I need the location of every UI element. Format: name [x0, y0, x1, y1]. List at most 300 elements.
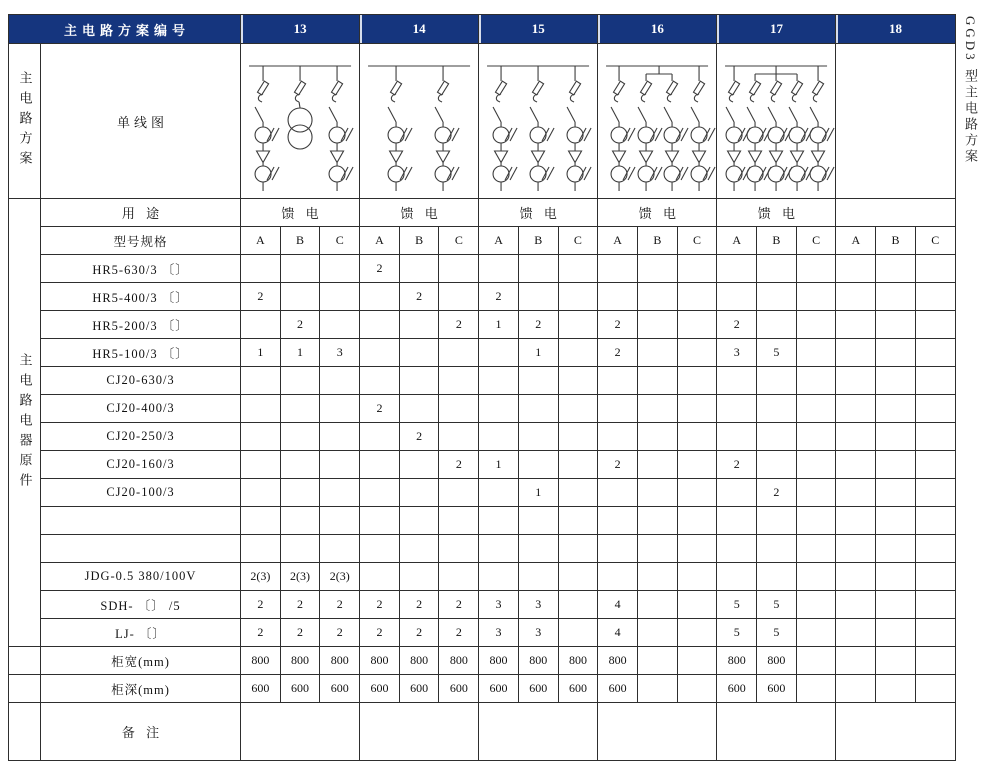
component-value: [280, 479, 320, 507]
component-value: [598, 255, 638, 283]
component-value: 2: [280, 619, 320, 647]
component-row: [9, 255, 956, 283]
sidebar-components: 主电路电器原件: [9, 199, 41, 647]
component-value: 5: [717, 619, 757, 647]
component-value: [518, 507, 558, 535]
component-value: [717, 479, 757, 507]
component-value: [677, 367, 717, 395]
subcol-14-C: C: [439, 227, 479, 255]
component-value: [915, 507, 955, 535]
component-value: [360, 479, 400, 507]
component-label: CJ20-630/3: [41, 367, 241, 395]
component-value: [479, 255, 519, 283]
component-value: [598, 395, 638, 423]
component-value: [836, 311, 876, 339]
component-value: 5: [757, 591, 797, 619]
cabinet-depth-row-value: [836, 675, 876, 703]
component-value: [439, 507, 479, 535]
component-value: [241, 367, 281, 395]
notes-row: [9, 703, 956, 761]
component-value: [637, 255, 677, 283]
component-value: [360, 339, 400, 367]
component-value: [677, 563, 717, 591]
subcol-18-A: A: [836, 227, 876, 255]
component-value: 2: [360, 591, 400, 619]
cabinet-width-row-value: [677, 647, 717, 675]
component-label: HR5-400/3 〔〕: [41, 283, 241, 311]
cabinet-depth-row-value: 600: [518, 675, 558, 703]
component-value: [439, 535, 479, 563]
component-value: [360, 311, 400, 339]
component-value: [876, 535, 916, 563]
component-value: [717, 563, 757, 591]
cabinet-width-row-value: 800: [479, 647, 519, 675]
cabinet-width-row-value: [915, 647, 955, 675]
subcol-16-A: A: [598, 227, 638, 255]
component-value: [915, 535, 955, 563]
component-value: [796, 479, 836, 507]
cabinet-depth-row-value: [677, 675, 717, 703]
component-value: [518, 395, 558, 423]
header-row: [9, 15, 956, 44]
subcol-14-A: A: [360, 227, 400, 255]
component-value: 2: [717, 451, 757, 479]
component-row: [9, 367, 956, 395]
diagram-cell-18: [836, 44, 955, 199]
component-value: [796, 339, 836, 367]
spec-table-wrap: [8, 14, 956, 761]
cabinet-depth-row-value: 600: [241, 675, 281, 703]
cabinet-depth-row-value: 600: [360, 675, 400, 703]
component-value: [637, 283, 677, 311]
component-value: [915, 367, 955, 395]
component-value: [439, 395, 479, 423]
component-row: [9, 311, 956, 339]
component-value: [677, 507, 717, 535]
sidebar-main-circuit-scheme: 主电路方案: [9, 44, 41, 199]
component-value: [558, 339, 598, 367]
component-value: [915, 591, 955, 619]
component-value: [637, 619, 677, 647]
component-label: JDG-0.5 380/100V: [41, 563, 241, 591]
cabinet-depth-row-value: 600: [439, 675, 479, 703]
component-value: [836, 255, 876, 283]
component-value: [479, 367, 519, 395]
single-line-diagram-16: [598, 44, 716, 197]
component-value: [915, 619, 955, 647]
component-value: [836, 619, 876, 647]
component-value: [399, 479, 439, 507]
usage-value-15: 馈 电: [479, 199, 598, 227]
component-value: [360, 563, 400, 591]
spec-label: 型号规格: [41, 227, 241, 255]
component-value: [876, 283, 916, 311]
header-scheme-14: 14: [360, 15, 479, 44]
component-value: 1: [241, 339, 281, 367]
component-value: [876, 479, 916, 507]
component-value: 2: [280, 591, 320, 619]
cabinet-depth-row-value: 600: [558, 675, 598, 703]
component-value: [876, 563, 916, 591]
diagram-cell-16: [598, 44, 717, 199]
subcol-18-B: B: [876, 227, 916, 255]
component-value: [757, 395, 797, 423]
component-value: [677, 451, 717, 479]
subcol-16-B: B: [637, 227, 677, 255]
component-value: [558, 563, 598, 591]
component-value: 4: [598, 619, 638, 647]
component-label: CJ20-160/3: [41, 451, 241, 479]
component-label: [41, 507, 241, 535]
cabinet-width-row-value: 800: [757, 647, 797, 675]
component-value: 1: [479, 311, 519, 339]
component-value: [280, 507, 320, 535]
cabinet-width-row-value: 800: [598, 647, 638, 675]
component-row: [9, 507, 956, 535]
component-row: [9, 619, 956, 647]
component-value: [717, 367, 757, 395]
component-value: [915, 283, 955, 311]
component-value: [677, 255, 717, 283]
cabinet-depth-row: [9, 675, 956, 703]
component-value: [757, 255, 797, 283]
cabinet-depth-row-value: 600: [479, 675, 519, 703]
component-value: 5: [717, 591, 757, 619]
component-value: 5: [757, 339, 797, 367]
subcol-18-C: C: [915, 227, 955, 255]
component-value: [598, 479, 638, 507]
component-label: CJ20-400/3: [41, 395, 241, 423]
component-value: [796, 255, 836, 283]
component-value: [479, 423, 519, 451]
component-value: [241, 255, 281, 283]
cabinet-depth-row-value: 600: [757, 675, 797, 703]
component-value: [399, 311, 439, 339]
diagram-row: [9, 44, 956, 199]
single-line-diagram-13: [241, 44, 359, 197]
cabinet-width-row-value: [796, 647, 836, 675]
component-value: [320, 367, 360, 395]
component-value: [558, 395, 598, 423]
component-value: [677, 535, 717, 563]
component-value: [915, 395, 955, 423]
component-value: [796, 451, 836, 479]
component-row: [9, 535, 956, 563]
component-value: 2: [399, 591, 439, 619]
component-value: [558, 367, 598, 395]
component-value: [637, 367, 677, 395]
component-value: 3: [717, 339, 757, 367]
sidebar-empty: [9, 675, 41, 703]
component-value: [717, 423, 757, 451]
component-value: [399, 535, 439, 563]
component-value: 2: [439, 311, 479, 339]
component-value: 1: [479, 451, 519, 479]
component-value: [598, 423, 638, 451]
component-value: 2: [241, 591, 281, 619]
component-value: [399, 451, 439, 479]
notes-value-14: [360, 703, 479, 761]
component-value: [558, 619, 598, 647]
component-row: [9, 423, 956, 451]
component-value: [320, 311, 360, 339]
component-value: [558, 591, 598, 619]
component-value: 2: [399, 423, 439, 451]
component-value: [439, 283, 479, 311]
component-value: 2: [241, 619, 281, 647]
component-value: [241, 479, 281, 507]
component-value: [399, 255, 439, 283]
cabinet-depth-row-value: [637, 675, 677, 703]
component-value: [717, 395, 757, 423]
cabinet-width-row-label: 柜宽(mm): [41, 647, 241, 675]
notes-value-17: [717, 703, 836, 761]
component-value: [558, 535, 598, 563]
side-caption: GGD3 型主电路方案: [963, 16, 978, 165]
component-value: [558, 283, 598, 311]
cabinet-depth-row-value: 600: [598, 675, 638, 703]
component-value: [518, 563, 558, 591]
component-value: 3: [479, 619, 519, 647]
subcol-13-B: B: [280, 227, 320, 255]
cabinet-width-row-value: 800: [439, 647, 479, 675]
component-value: 4: [598, 591, 638, 619]
component-value: [836, 367, 876, 395]
component-value: [518, 283, 558, 311]
usage-row: [9, 199, 956, 227]
cabinet-depth-row-value: [796, 675, 836, 703]
component-value: [360, 367, 400, 395]
component-value: [796, 507, 836, 535]
component-value: [637, 535, 677, 563]
single-line-diagram-14: [360, 44, 478, 197]
component-value: 2: [280, 311, 320, 339]
component-value: 1: [518, 479, 558, 507]
component-value: [637, 507, 677, 535]
component-value: [558, 423, 598, 451]
single-line-diagram-17: [717, 44, 835, 197]
component-value: [876, 339, 916, 367]
component-value: [280, 535, 320, 563]
component-value: [479, 507, 519, 535]
cabinet-width-row-value: [876, 647, 916, 675]
component-value: [280, 283, 320, 311]
usage-value-16: 馈 电: [598, 199, 717, 227]
sidebar-empty: [9, 647, 41, 675]
component-value: [637, 451, 677, 479]
component-label: LJ- 〔〕: [41, 619, 241, 647]
component-value: [876, 507, 916, 535]
cabinet-width-row-value: 800: [241, 647, 281, 675]
usage-value-14: 馈 电: [360, 199, 479, 227]
component-value: [518, 367, 558, 395]
cabinet-width-row-value: [637, 647, 677, 675]
component-value: [399, 339, 439, 367]
notes-label: 备 注: [41, 703, 241, 761]
component-value: [439, 563, 479, 591]
component-value: [836, 535, 876, 563]
component-row: [9, 591, 956, 619]
component-value: [518, 255, 558, 283]
component-value: 3: [518, 591, 558, 619]
component-value: [915, 451, 955, 479]
component-value: [320, 451, 360, 479]
component-value: [876, 367, 916, 395]
cabinet-width-row: [9, 647, 956, 675]
main-circuit-spec-table: [8, 14, 956, 761]
subcol-15-B: B: [518, 227, 558, 255]
component-value: [637, 591, 677, 619]
component-value: [876, 311, 916, 339]
component-value: [399, 395, 439, 423]
subcol-17-C: C: [796, 227, 836, 255]
component-value: [757, 563, 797, 591]
component-value: [360, 283, 400, 311]
component-value: [558, 507, 598, 535]
component-value: [479, 479, 519, 507]
component-value: [320, 535, 360, 563]
cabinet-depth-row-value: 600: [399, 675, 439, 703]
component-value: [558, 311, 598, 339]
component-value: [836, 339, 876, 367]
notes-value-15: [479, 703, 598, 761]
component-value: [598, 535, 638, 563]
usage-value-13: 馈 电: [241, 199, 360, 227]
header-scheme-18: 18: [836, 15, 955, 44]
component-row: [9, 563, 956, 591]
component-value: [915, 479, 955, 507]
header-scheme-17: 17: [717, 15, 836, 44]
component-value: [836, 507, 876, 535]
component-value: 2: [399, 619, 439, 647]
component-value: [399, 563, 439, 591]
component-row: [9, 479, 956, 507]
component-value: 5: [757, 619, 797, 647]
component-value: [399, 507, 439, 535]
component-value: 2: [320, 591, 360, 619]
component-value: 2: [439, 451, 479, 479]
cabinet-width-row-value: 800: [280, 647, 320, 675]
component-value: 2: [241, 283, 281, 311]
component-value: 2: [598, 451, 638, 479]
component-value: [915, 255, 955, 283]
component-value: 2: [717, 311, 757, 339]
component-value: [320, 255, 360, 283]
header-scheme-13: 13: [241, 15, 360, 44]
component-value: [796, 423, 836, 451]
component-value: 2: [598, 311, 638, 339]
cabinet-width-row-value: 800: [717, 647, 757, 675]
component-value: [637, 423, 677, 451]
component-value: [399, 367, 439, 395]
component-value: [757, 451, 797, 479]
component-value: [479, 563, 519, 591]
component-value: 3: [479, 591, 519, 619]
component-value: [757, 535, 797, 563]
component-value: [598, 283, 638, 311]
sidebar-empty: [9, 703, 41, 761]
component-value: 3: [320, 339, 360, 367]
component-value: [360, 535, 400, 563]
diagram-cell-15: [479, 44, 598, 199]
component-value: [320, 283, 360, 311]
component-value: [598, 367, 638, 395]
notes-value-13: [241, 703, 360, 761]
component-value: 2: [479, 283, 519, 311]
component-label: [41, 535, 241, 563]
component-value: [796, 563, 836, 591]
component-value: [518, 423, 558, 451]
usage-label: 用 途: [41, 199, 241, 227]
cabinet-depth-row-value: 600: [320, 675, 360, 703]
header-corner: 主电路方案编号: [9, 15, 241, 44]
component-value: [876, 451, 916, 479]
component-value: [757, 311, 797, 339]
header-scheme-16: 16: [598, 15, 717, 44]
component-value: [796, 367, 836, 395]
component-value: [598, 507, 638, 535]
cabinet-width-row-value: 800: [518, 647, 558, 675]
subcol-13-C: C: [320, 227, 360, 255]
component-value: 2: [439, 591, 479, 619]
single-line-diagram-15: [479, 44, 597, 197]
component-value: [280, 395, 320, 423]
component-value: [677, 283, 717, 311]
component-value: [836, 423, 876, 451]
component-value: 2: [439, 619, 479, 647]
subcol-13-A: A: [241, 227, 281, 255]
component-value: 2: [360, 255, 400, 283]
subcol-17-B: B: [757, 227, 797, 255]
component-label: CJ20-250/3: [41, 423, 241, 451]
component-value: 2: [518, 311, 558, 339]
component-value: [876, 255, 916, 283]
component-value: 2(3): [241, 563, 281, 591]
component-value: [439, 255, 479, 283]
component-value: [796, 619, 836, 647]
component-value: [915, 339, 955, 367]
component-value: [241, 451, 281, 479]
component-value: 2: [399, 283, 439, 311]
component-value: [677, 591, 717, 619]
component-value: [915, 311, 955, 339]
component-value: [876, 423, 916, 451]
component-value: [717, 507, 757, 535]
component-value: [717, 535, 757, 563]
component-value: 1: [280, 339, 320, 367]
component-value: [836, 591, 876, 619]
subcol-14-B: B: [399, 227, 439, 255]
component-value: [757, 507, 797, 535]
component-value: [637, 563, 677, 591]
component-value: [677, 423, 717, 451]
component-value: [558, 451, 598, 479]
component-value: [836, 479, 876, 507]
subcol-15-C: C: [558, 227, 598, 255]
component-value: [241, 311, 281, 339]
component-value: [836, 563, 876, 591]
component-value: 2: [360, 619, 400, 647]
subcol-16-C: C: [677, 227, 717, 255]
component-value: 1: [518, 339, 558, 367]
component-row: [9, 451, 956, 479]
component-value: [637, 339, 677, 367]
component-value: [677, 619, 717, 647]
cabinet-width-row-value: 800: [399, 647, 439, 675]
spec-header-row: [9, 227, 956, 255]
component-value: [796, 311, 836, 339]
component-value: [320, 479, 360, 507]
